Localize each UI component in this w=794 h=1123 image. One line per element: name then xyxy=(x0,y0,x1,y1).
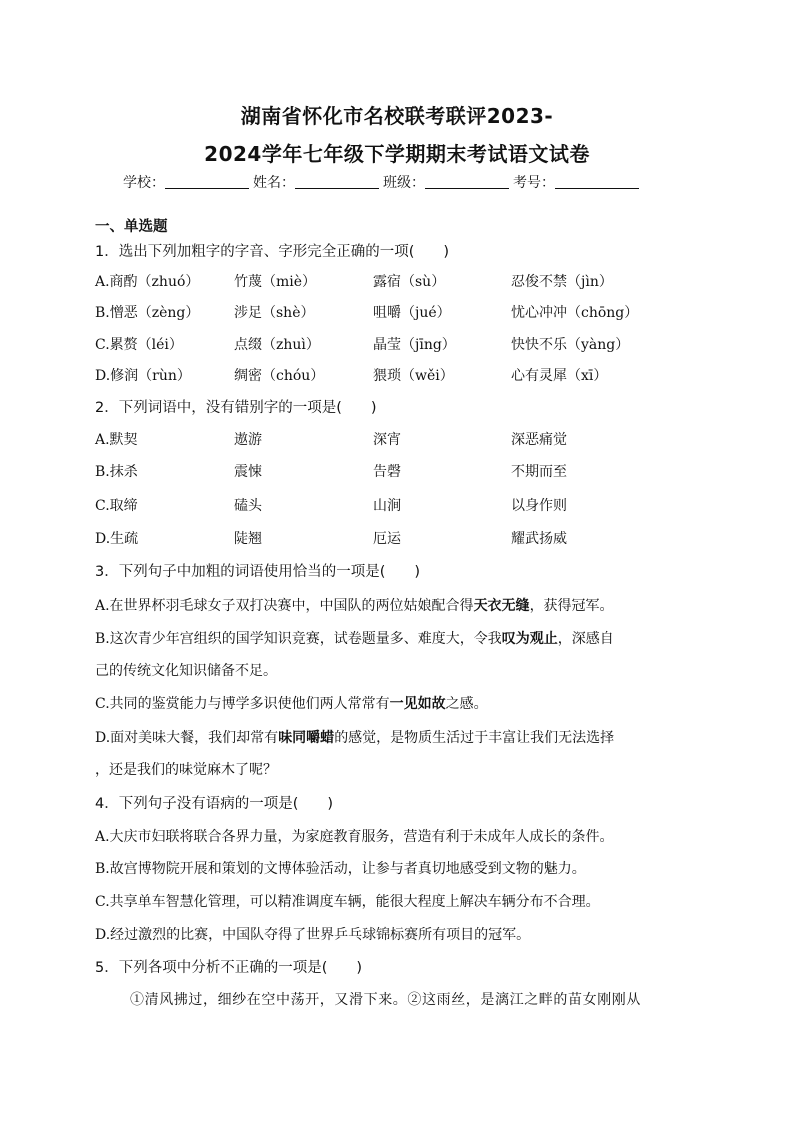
question-5-passage: ①清风拂过，细纱在空中荡开，又滑下来。②这雨丝，是漓江之畔的苗女刚刚从 xyxy=(130,992,641,1008)
question-4-stem: 4．下列句子没有语病的一项是( ) xyxy=(95,796,334,812)
question-3-option-b-line-1 xyxy=(95,628,614,648)
question-4-option-c: C.共享单车智慧化管理，可以精准调度车辆，能很大程度上解决车辆分布不合理。 xyxy=(95,894,600,910)
question-3-option-c xyxy=(95,693,488,713)
option-cell: A.默契 xyxy=(95,432,138,448)
option-cell: B.抹杀 xyxy=(95,464,138,480)
option-cell: 震悚 xyxy=(234,464,262,480)
option-cell: 忧心冲冲（chōng） xyxy=(511,305,639,321)
section-heading: 一、单选题 xyxy=(95,219,168,235)
option-cell: 告磬 xyxy=(373,464,401,480)
option-cell: 竹蔑（miè） xyxy=(234,274,317,290)
option-text: 之感。 xyxy=(445,696,488,712)
bold-word: 天衣无缝 xyxy=(473,598,530,614)
option-cell: C.取缔 xyxy=(95,498,138,514)
exam-title-line-1: 湖南省怀化市名校联考联评2023- xyxy=(240,104,554,128)
school-label: 学校： xyxy=(123,175,165,191)
question-2-stem: 2．下列词语中，没有错别字的一项是( ) xyxy=(95,400,377,416)
option-cell: 猥琐（wěi） xyxy=(373,368,454,384)
question-4-option-d: D.经过激烈的比赛，中国队夺得了世界乒乓球锦标赛所有项目的冠军。 xyxy=(95,927,531,943)
option-cell: C.累赘（léi） xyxy=(95,337,183,353)
option-cell: 遨游 xyxy=(234,432,262,448)
question-5-stem: 5．下列各项中分析不正确的一项是( ) xyxy=(95,960,363,976)
name-label: 姓名： xyxy=(253,175,295,191)
bold-word: 味同嚼蜡 xyxy=(278,730,335,746)
class-blank xyxy=(425,174,509,189)
option-cell: 耀武扬威 xyxy=(511,531,567,547)
option-cell: 晶莹（jīng） xyxy=(373,337,456,353)
option-cell: D.生疏 xyxy=(95,531,139,547)
school-blank xyxy=(165,174,249,189)
option-text: B.这次青少年宫组织的国学知识竞赛，试卷题量多、难度大，令我 xyxy=(95,631,502,647)
option-cell: 山涧 xyxy=(373,498,401,514)
exam-number-label: 考号： xyxy=(513,175,555,191)
question-3-option-d-line-2: ，还是我们的味觉麻木了呢？ xyxy=(95,762,277,778)
question-3-stem: 3．下列句子中加粗的词语使用恰当的一项是( ) xyxy=(95,564,421,580)
class-label: 班级： xyxy=(383,175,425,191)
option-cell: 点缀（zhuì） xyxy=(234,337,320,353)
option-cell: 磕头 xyxy=(234,498,262,514)
name-blank xyxy=(295,174,379,189)
option-cell: 心有灵犀（xī） xyxy=(511,368,608,384)
option-cell: 陡翘 xyxy=(234,531,262,547)
question-3-option-a xyxy=(95,595,614,615)
option-cell: B.憎恶（zèng） xyxy=(95,305,200,321)
question-3-option-d-line-1 xyxy=(95,727,614,747)
option-cell: D.修润（rùn） xyxy=(95,368,191,384)
question-4-option-b: B.故宫博物院开展和策划的文博体验活动，让参与者真切地感受到文物的魅力。 xyxy=(95,861,586,877)
option-cell: 厄运 xyxy=(373,531,401,547)
option-cell: 快快不乐（yàng） xyxy=(511,337,630,353)
question-3-option-b-line-2: 己的传统文化知识储备不足。 xyxy=(95,663,277,679)
option-cell: 深恶痛觉 xyxy=(511,432,567,448)
option-cell: 绸密（chóu） xyxy=(234,368,325,384)
option-cell: 不期而至 xyxy=(511,464,567,480)
option-text: ，获得冠军。 xyxy=(529,598,614,614)
exam-number-blank xyxy=(555,174,639,189)
option-cell: 咀嚼（jué） xyxy=(373,305,451,321)
option-text: C.共同的鉴赏能力与博学多识使他们两人常常有 xyxy=(95,696,390,712)
option-cell: 露宿（sù） xyxy=(373,274,446,290)
option-cell: A.商酌（zhuó） xyxy=(95,274,200,290)
student-info-row xyxy=(123,172,643,192)
bold-word: 一见如故 xyxy=(389,696,446,712)
exam-title-line-2: 2024学年七年级下学期期末考试语文试卷 xyxy=(204,142,590,166)
option-text: 的感觉，是物质生活过于丰富让我们无法选择 xyxy=(334,730,615,746)
option-text: ，深感自 xyxy=(557,631,614,647)
option-cell: 涉足（shè） xyxy=(234,305,315,321)
bold-word: 叹为观止 xyxy=(501,631,558,647)
question-1-stem: 1．选出下列加粗字的字音、字形完全正确的一项( ) xyxy=(95,244,450,260)
option-text: A.在世界杯羽毛球女子双打决赛中，中国队的两位姑娘配合得 xyxy=(95,598,474,614)
option-cell: 以身作则 xyxy=(511,498,567,514)
option-cell: 深宵 xyxy=(373,432,401,448)
question-4-option-a: A.大庆市妇联将联合各界力量，为家庭教育服务，营造有利于未成年人成长的条件。 xyxy=(95,829,614,845)
option-cell: 忍俊不禁（jìn） xyxy=(511,274,613,290)
option-text: D.面对美味大餐，我们却常有 xyxy=(95,730,279,746)
